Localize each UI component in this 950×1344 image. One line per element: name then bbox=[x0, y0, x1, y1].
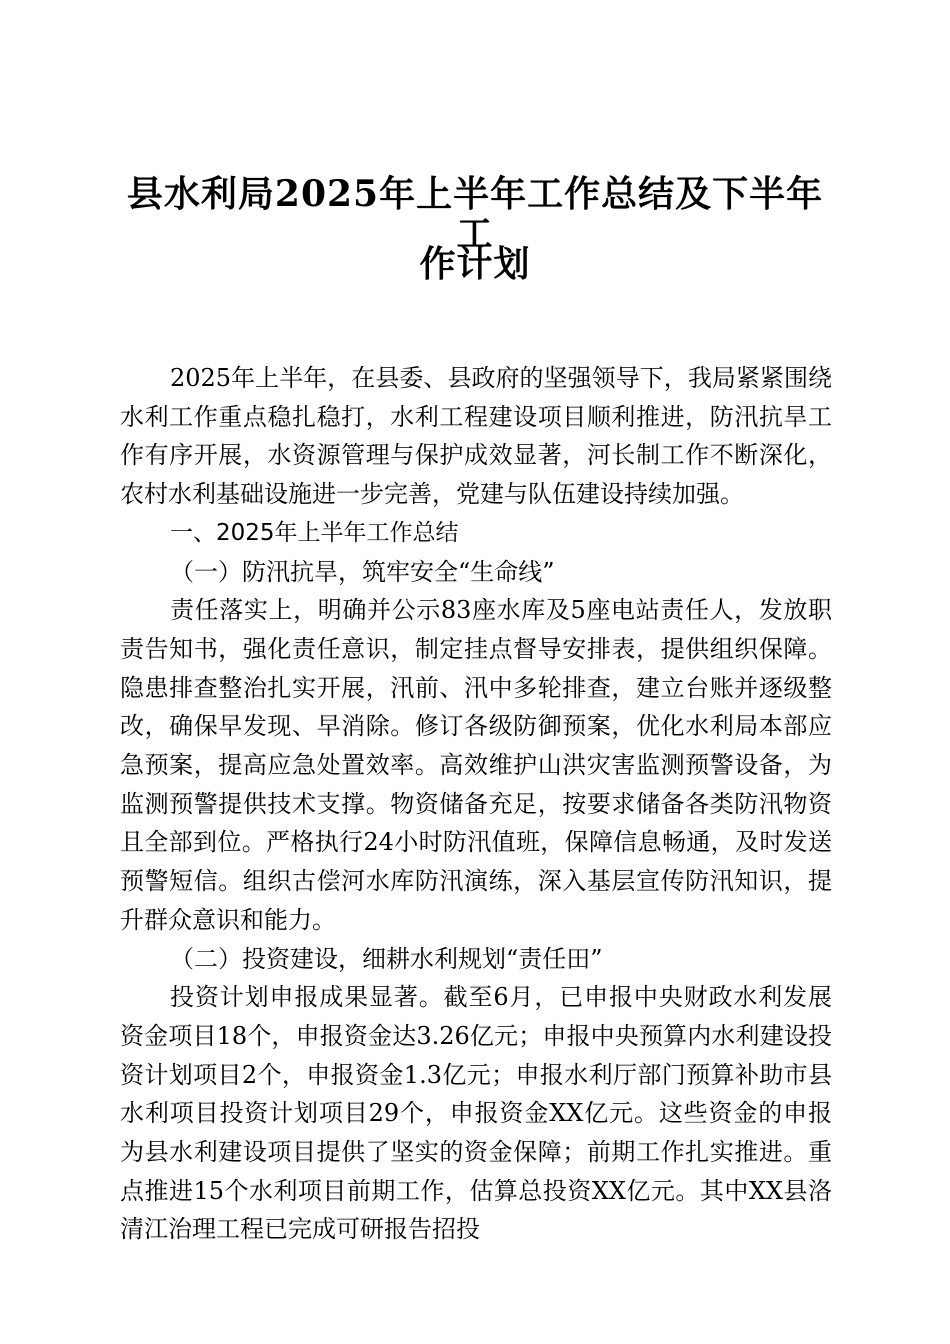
document-title-line-2: 作计划 bbox=[419, 243, 531, 285]
document-body bbox=[120, 359, 832, 1249]
subsection-heading-1: （一）防汛抗旱，筑牢安全“生命线” bbox=[170, 557, 555, 586]
subsection-heading-2: （二）投资建设，细耕水利规划“责任田” bbox=[170, 944, 603, 973]
investment-paragraph: 投资计划申报成果显著。截至6月，已申报中央财政水利发展资金项目18个，申报资金达3.26亿元；申报中央预算内水利建设投资计划项目2个，申报资金1.3亿元；申报水利厅部门预算补助市县水利项目投资计划项目29个，申报资金XX亿元。这些资金的申报为县水利建设项目提供了坚实的资金保障；前期工作扎实推进。重点推进15个水利项目前期工作，估算总投资XX亿元。其中XX县洛清江治理工程已完成可研报告招投 bbox=[120, 983, 832, 1244]
flood-control-paragraph: 责任落实上，明确并公示83座水库及5座电站责任人，发放职责告知书，强化责任意识，制定挂点督导安排表，提供组织保障。隐患排查整治扎实开展，汛前、汛中多轮排查，建立台账并逐级整改，确保早发现、早消除。修订各级防御预案，优化水利局本部应急预案，提高应急处置效率。高效维护山洪灾害监测预警设备，为监测预警提供技术支撑。物资储备充足，按要求储备各类防汛物资且全部到位。严格执行24小时防汛值班，保障信息畅通，及时发送预警短信。组织古偿河水库防汛演练，深入基层宣传防汛知识，提升群众意识和能力。 bbox=[120, 596, 832, 934]
intro-paragraph: 2025年上半年，在县委、县政府的坚强领导下，我局紧紧围绕水利工作重点稳扎稳打，水利工程建设项目顺利推进，防汛抗旱工作有序开展，水资源管理与保护成效显著，河长制工作不断深化，农村水利基础设施进一步完善，党建与队伍建设持续加强。 bbox=[120, 364, 832, 509]
section-heading-1: 一、2025年上半年工作总结 bbox=[170, 519, 459, 546]
document-title-line-1: 县水利局2025年上半年工作总结及下半年工 bbox=[126, 173, 824, 255]
